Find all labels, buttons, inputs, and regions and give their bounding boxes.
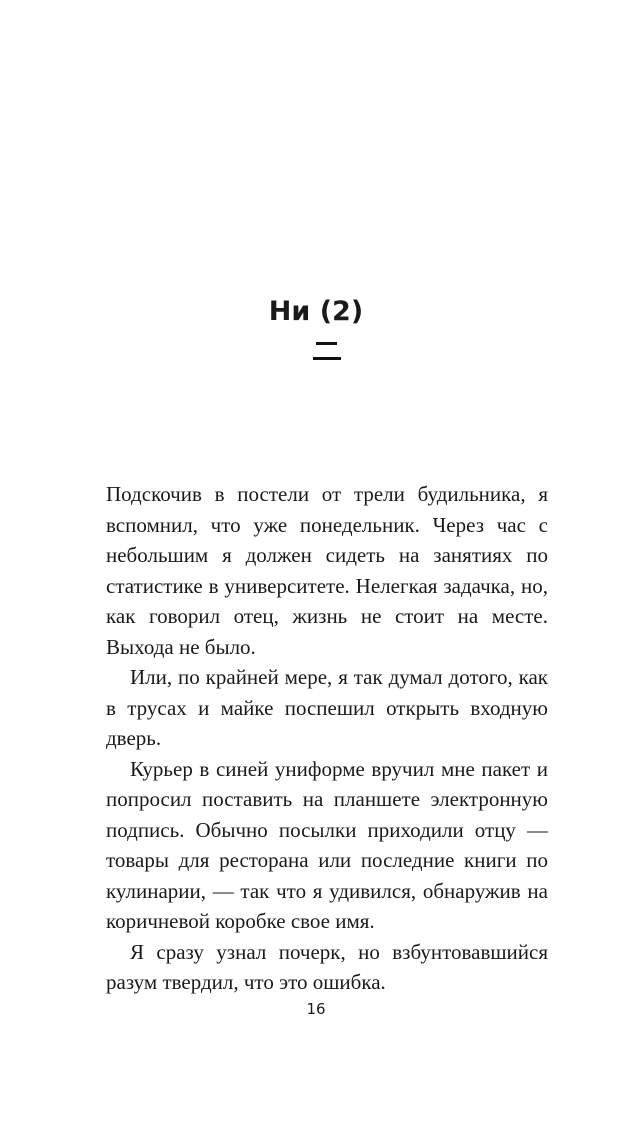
kanji-stroke-bottom — [313, 357, 341, 360]
chapter-kanji-glyph — [313, 339, 341, 363]
paragraph-2: Или, по крайней мере, я так думал дотого, как в трусах и майке поспешил открыть входную дверь. — [106, 665, 548, 750]
kanji-stroke-top — [316, 342, 337, 345]
paragraph-1: Подскочив в постели от трели будильника, я вспомнил, что уже понедельник. Через час с небольшим я должен сидеть на занятиях по статистике в университете. Нелегкая задачка, но, как говорил отец, жизнь не стоит на месте. Выхода не было. — [106, 482, 548, 659]
page-number: 16 — [306, 1000, 326, 1018]
paragraph-4: Я сразу узнал почерк, но взбунтовавшийся разум твердил, что это ошибка. — [106, 939, 548, 994]
chapter-title: Ни (2) — [268, 296, 364, 327]
body-text — [106, 479, 548, 998]
paragraph-3: Курьер в синей униформе вручил мне пакет и попросил поставить на планшете электронную подпись. Обычно посылки приходили отцу — товары для ресторана или последние книги по кулинарии, — так что я удивился, обнаружив на коричневой коробке свое имя. — [106, 756, 548, 933]
